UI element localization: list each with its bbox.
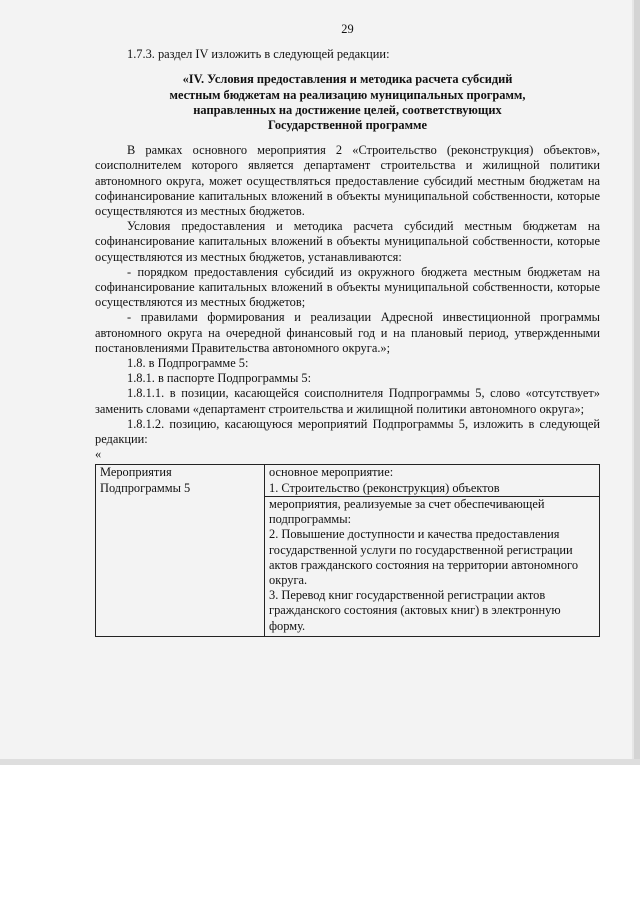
list-item: - правилами формирования и реализации Адресной инвестиционной программы автономного округа на очередной финансовый год и на плановый период, утвержденными постановлениями Правительства автономного округа.»; xyxy=(95,310,600,355)
section-heading xyxy=(95,72,600,133)
table-label: Подпрограммы 5 xyxy=(100,480,191,495)
paragraph: 1.8.1.2. позицию, касающуюся мероприятий Подпрограммы 5, изложить в следующей редакции: xyxy=(95,416,600,447)
cell-text: 2. Повышение доступности и качества предоставления государственной услуги по государственной регистрации актов гражданского состояния на территории автономного округа. xyxy=(269,527,579,587)
table-value-cell xyxy=(265,465,600,636)
paragraph: 1.8.1. в паспорте Подпрограммы 5: xyxy=(127,371,312,386)
opening-quote: « xyxy=(95,447,102,462)
page-bottom-edge xyxy=(0,759,640,765)
paragraph: 1.8. в Подпрограмме 5: xyxy=(127,356,249,371)
cell-text: 3. Перевод книг государственной регистрации актов гражданского состояния (актовых книг) в электронную форму. xyxy=(269,588,561,633)
supporting-measures-block xyxy=(265,496,599,636)
page-number: 29 xyxy=(341,22,354,36)
cell-text: основное мероприятие: xyxy=(269,465,394,480)
heading-line: «IV. Условия предоставления и методика расчета субсидий xyxy=(182,72,513,87)
table-row xyxy=(96,465,600,636)
paragraph: 1.8.1.1. в позиции, касающейся соисполнителя Подпрограммы 5, слово «отсутствует» заменить словами «департамент строительства и жилищной политики автономного округа»; xyxy=(95,386,600,416)
page-content xyxy=(95,22,600,637)
page-edge xyxy=(634,0,640,765)
cell-text: 1. Строительство (реконструкция) объектов xyxy=(269,480,500,495)
measures-table xyxy=(95,464,600,636)
list-item: - порядком предоставления субсидий из окружного бюджета местным бюджетам на софинансирование капитальных вложений в объекты муниципальной собственности, которые осуществляются из местных бюджетов; xyxy=(95,264,600,310)
heading-line: местным бюджетам на реализацию муниципальных программ, xyxy=(169,87,526,102)
paragraph: Условия предоставления и методика расчета субсидий местным бюджетам на софинансирование капитальных вложений в объекты муниципальной собственности, которые осуществляются из местных бюджетов, устанавливаются: xyxy=(95,219,600,264)
main-measure-block xyxy=(265,465,599,495)
cell-text: мероприятия, реализуемые за счет обеспечивающей подпрограммы: xyxy=(269,496,545,527)
heading-line: направленных на достижение целей, соответствующих xyxy=(193,102,502,117)
table-label-cell xyxy=(96,465,265,636)
table-label: Мероприятия xyxy=(100,465,172,480)
heading-line: Государственной программе xyxy=(268,118,427,133)
section-intro: 1.7.3. раздел IV изложить в следующей редакции: xyxy=(127,47,390,62)
paragraph: В рамках основного мероприятия 2 «Строительство (реконструкция) объектов», соисполнителем которого является департамент строительства и жилищной политики автономного округа, может осуществляться предоставление субсидий местным бюджетам на софинансирование капитальных вложений в объекты муниципальной собственности, которые осуществляются из местных бюджетов. xyxy=(95,143,600,219)
